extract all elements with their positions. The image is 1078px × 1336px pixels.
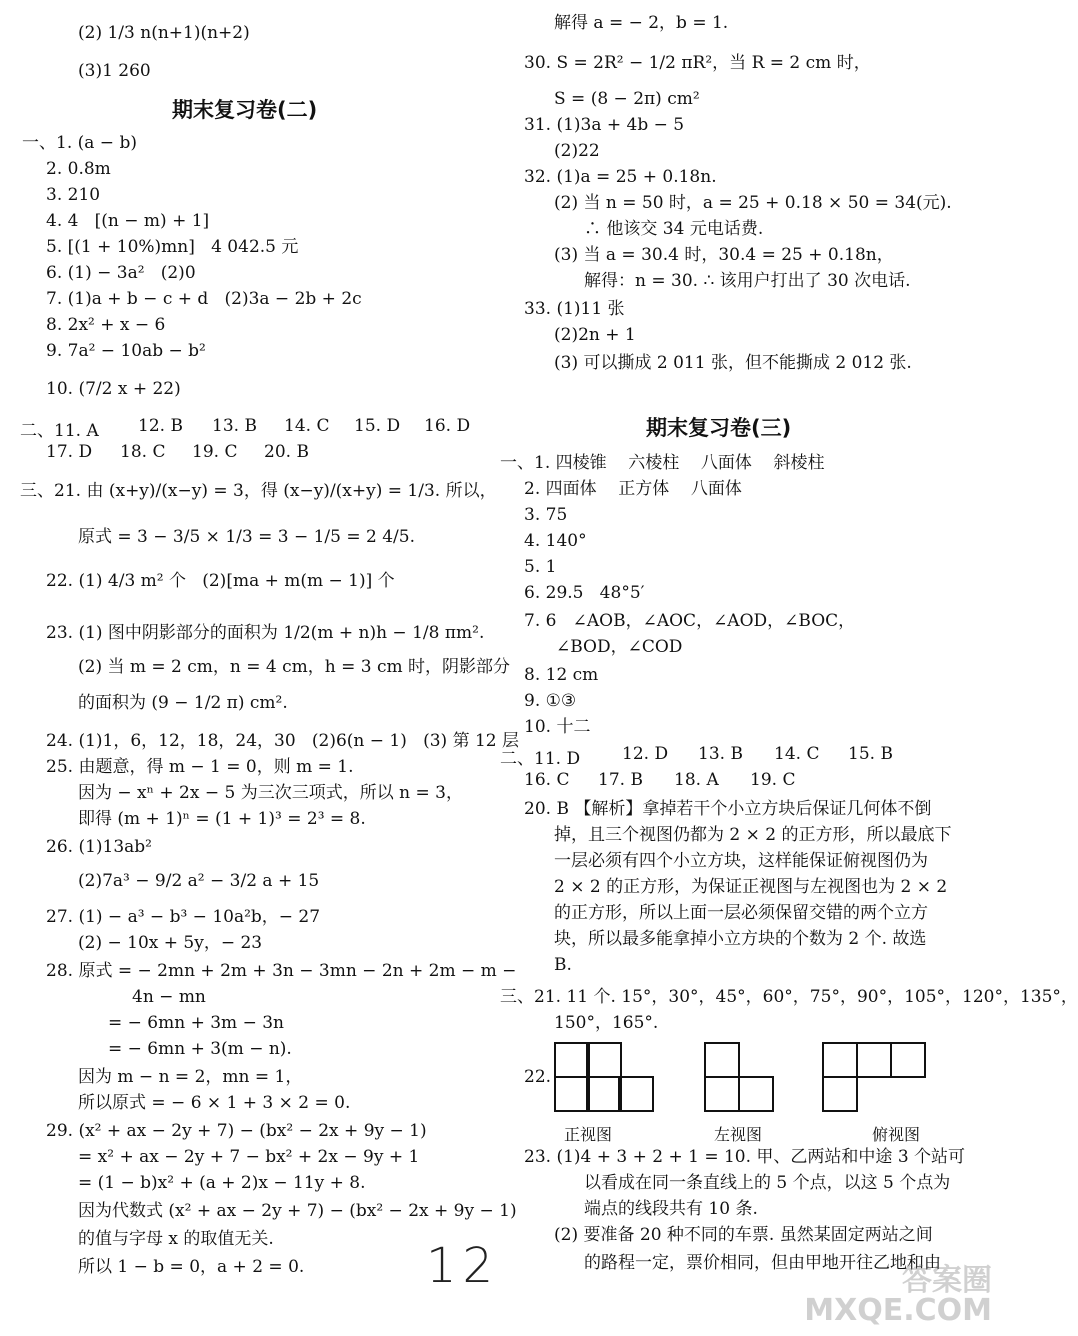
text-line: 8. 2x² + x − 6	[46, 315, 166, 335]
text-line: 因为代数式 (x² + ax − 2y + 7) − (bx² − 2x + 9y − 1)	[78, 1201, 517, 1221]
text-line: 的值与字母 x 的取值无关.	[78, 1229, 274, 1249]
text-line: 27. (1) − a³ − b³ − 10a²b，− 27	[46, 907, 321, 927]
text-line: 9. ①③	[524, 691, 577, 711]
choice-answer: 18. A	[674, 770, 719, 790]
view-cube	[554, 1042, 590, 1078]
view-cube	[738, 1076, 774, 1112]
text-line: 4. 140°	[524, 531, 587, 551]
text-line: (2) 当 m = 2 cm，n = 4 cm，h = 3 cm 时，阴影部分	[78, 657, 511, 677]
text-line: 一、1. (a − b)	[22, 133, 137, 153]
text-line: 6. 29.5 48°5′	[524, 583, 645, 603]
choice-answer: 15. B	[848, 744, 893, 764]
text-line: 32. (1)a = 25 + 0.18n.	[524, 167, 717, 187]
text-line: 因为 m − n = 2，mn = 1，	[78, 1067, 303, 1087]
text-line: 5. 1	[524, 557, 557, 577]
text-line: 9. 7a² − 10ab − b²	[46, 341, 206, 361]
text-line: 7. (1)a + b − c + d (2)3a − 2b + 2c	[46, 289, 362, 309]
text-line: 24. (1)1，6，12，18，24，30 (2)6(n − 1) (3) 第 12 层	[46, 731, 520, 751]
text-line: 的正方形，所以上面一层必须保留交错的两个立方	[554, 903, 928, 923]
text-line: 3. 75	[524, 505, 568, 525]
text-line: (2)2n + 1	[554, 325, 636, 345]
view-label-front: 正视图	[564, 1125, 613, 1144]
text-line: 29. (x² + ax − 2y + 7) − (bx² − 2x + 9y − 1)	[46, 1121, 427, 1141]
view-cube	[586, 1076, 622, 1112]
text-line: 2. 四面体 正方体 八面体	[524, 479, 742, 499]
text-line: 的面积为 (9 − 1/2 π) cm².	[78, 693, 288, 713]
text-line: (2)7a³ − 9/2 a² − 3/2 a + 15	[78, 871, 320, 891]
text-line: = − 6mn + 3m − 3n	[108, 1013, 284, 1033]
text-line: 2. 0.8m	[46, 159, 111, 179]
text-line: 以看成在同一条直线上的 5 个点，以这 5 个点为	[584, 1173, 951, 1193]
text-line: (2) 当 n = 50 时，a = 25 + 0.18 × 50 = 34(元).	[554, 193, 952, 213]
text-line: = x² + ax − 2y + 7 − bx² + 2x − 9y + 1	[78, 1147, 420, 1167]
text-line: (3)1 260	[78, 61, 151, 81]
text-line: 所以原式 = − 6 × 1 + 3 × 2 = 0.	[78, 1093, 351, 1113]
text-line: 22. (1) 4/3 m² 个 (2)[ma + m(m − 1)] 个	[46, 571, 395, 591]
text-line: = (1 − b)x² + (a + 2)x − 11y + 8.	[78, 1173, 366, 1193]
text-line: 一层必须有四个小立方块，这样能保证俯视图仍为	[554, 851, 928, 871]
choice-answer: 14. C	[774, 744, 820, 764]
choice-answer: 18. C	[120, 442, 166, 462]
text-line: 23. (1) 图中阴影部分的面积为 1/2(m + n)h − 1/8 πm².	[46, 623, 485, 643]
text-line: 3. 210	[46, 185, 101, 205]
choice-row	[20, 416, 480, 441]
view-label-left: 左视图	[714, 1125, 763, 1144]
text-line: = − 6mn + 3(m − n).	[108, 1039, 292, 1059]
question-number: 22.	[524, 1067, 552, 1087]
text-line: 的路程一定，票价相同，但由甲地开往乙地和由	[584, 1253, 941, 1273]
choice-answer: 16. D	[424, 416, 471, 436]
text-line: (3) 可以撕成 2 011 张，但不能撕成 2 012 张.	[554, 353, 912, 373]
text-line: ∠BOD，∠COD	[556, 637, 683, 657]
text-line: 7. 6 ∠AOB，∠AOC，∠AOD，∠BOC，	[524, 611, 856, 631]
text-line: 28. 原式 = − 2mn + 2m + 3n − 3mn − 2n + 2m − m −	[46, 961, 517, 981]
text-line: (3) 当 a = 30.4 时，30.4 = 25 + 0.18n，	[554, 245, 894, 265]
choice-row	[524, 770, 984, 792]
choice-answer: 13. B	[212, 416, 257, 436]
text-line: 33. (1)11 张	[524, 299, 625, 319]
choice-answer: 19. C	[192, 442, 238, 462]
view-cube	[618, 1076, 654, 1112]
text-line: 25. 由题意，得 m − 1 = 0，则 m = 1.	[46, 757, 354, 777]
choice-answer: 17. D	[46, 442, 93, 462]
choice-row	[500, 744, 980, 769]
text-line: 20. B 【解析】拿掉若干个小立方块后保证几何体不倒	[524, 799, 932, 819]
choice-answer: 12. D	[622, 744, 669, 764]
text-line: 一、1. 四棱锥 六棱柱 八面体 斜棱柱	[500, 453, 825, 473]
text-line: 即得 (m + 1)ⁿ = (1 + 1)³ = 2³ = 8.	[78, 809, 366, 829]
text-line: (2) 1/3 n(n+1)(n+2)	[78, 23, 250, 43]
choice-answer: 15. D	[354, 416, 401, 436]
view-label-top: 俯视图	[872, 1125, 921, 1144]
text-line: 4. 4 [(n − m) + 1]	[46, 211, 210, 231]
page-number: 12	[426, 1238, 500, 1294]
choice-answer: 二、11. D	[500, 749, 581, 769]
choice-answer: 12. B	[138, 416, 183, 436]
text-line: 31. (1)3a + 4b − 5	[524, 115, 685, 135]
text-line: 所以 1 − b = 0，a + 2 = 0.	[78, 1257, 305, 1277]
text-line: 三、21. 由 (x+y)/(x−y) = 3，得 (x−y)/(x+y) = 1/3. 所以，	[20, 481, 497, 501]
choice-answer: 14. C	[284, 416, 330, 436]
text-line: 4n − mn	[132, 987, 206, 1007]
text-line: 5. [(1 + 10%)mn] 4 042.5 元	[46, 237, 299, 257]
text-line: 解得 a = − 2，b = 1.	[554, 13, 729, 33]
view-cube	[822, 1076, 858, 1112]
text-line: 块，所以最多能拿掉小立方块的个数为 2 个. 故选	[554, 929, 927, 949]
choice-answer: 19. C	[750, 770, 796, 790]
view-cube	[586, 1042, 622, 1078]
section-title: 期末复习卷(二)	[172, 98, 318, 122]
view-cube	[704, 1076, 740, 1112]
text-line: 因为 − xⁿ + 2x − 5 为三次三项式，所以 n = 3，	[78, 783, 463, 803]
text-line: 解得：n = 30. ∴ 该用户打出了 30 次电话.	[584, 271, 911, 291]
text-line: 26. (1)13ab²	[46, 837, 152, 857]
text-line: 2 × 2 的正方形，为保证正视图与左视图也为 2 × 2	[554, 877, 948, 897]
choice-answer: 20. B	[264, 442, 309, 462]
text-line: 150°，165°.	[554, 1013, 659, 1033]
choice-answer: 13. B	[698, 744, 743, 764]
text-line: 6. (1) − 3a² (2)0	[46, 263, 196, 283]
choice-answer: 二、11. A	[20, 421, 99, 441]
text-line: S = (8 − 2π) cm²	[554, 89, 700, 109]
text-line: B.	[554, 955, 572, 975]
choice-answer: 16. C	[524, 770, 570, 790]
view-cube	[554, 1076, 590, 1112]
text-line: (2) 要准备 20 种不同的车票. 虽然某固定两站之间	[554, 1225, 933, 1245]
view-cube	[890, 1042, 926, 1078]
view-cube	[856, 1042, 892, 1078]
text-line: 原式 = 3 − 3/5 × 1/3 = 3 − 1/5 = 2 4/5.	[78, 527, 416, 547]
watermark: 答案圈 MXQE.COM	[804, 1263, 992, 1328]
view-cube	[704, 1042, 740, 1078]
choice-answer: 17. B	[598, 770, 643, 790]
text-line: 8. 12 cm	[524, 665, 599, 685]
text-line: 10. 十二	[524, 717, 591, 737]
text-line: ∴ 他该交 34 元电话费.	[584, 219, 764, 239]
text-line: 端点的线段共有 10 条.	[584, 1199, 758, 1219]
text-line: 10. (7/2 x + 22)	[46, 379, 181, 399]
text-line: 30. S = 2R² − 1/2 πR²，当 R = 2 cm 时，	[524, 53, 871, 73]
text-line: 掉，且三个视图仍都为 2 × 2 的正方形，所以最底下	[554, 825, 952, 845]
text-line: 23. (1)4 + 3 + 2 + 1 = 10. 甲、乙两站和中途 3 个站可	[524, 1147, 966, 1167]
view-cube	[822, 1042, 858, 1078]
section-title: 期末复习卷(三)	[646, 416, 792, 440]
text-line: 三、21. 11 个. 15°，30°，45°，60°，75°，90°，105°，120°，135°，	[500, 987, 1078, 1007]
choice-row	[46, 442, 486, 464]
text-line: (2)22	[554, 141, 600, 161]
text-line: (2) − 10x + 5y，− 23	[78, 933, 263, 953]
